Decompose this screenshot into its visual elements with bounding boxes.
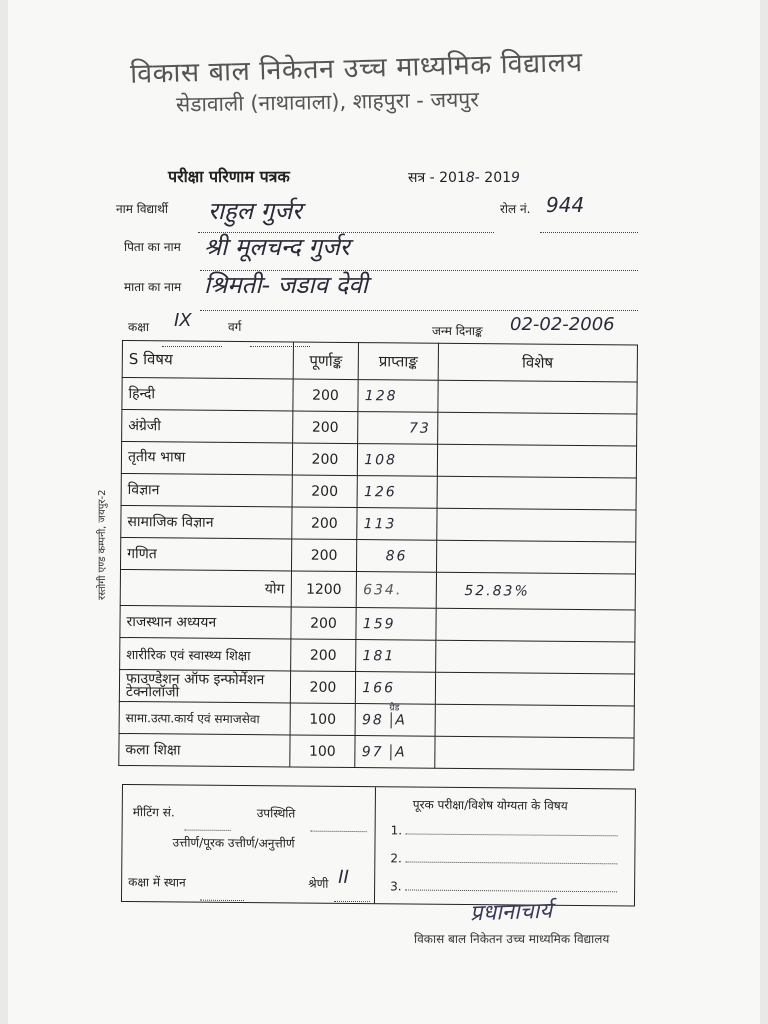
remark-cell bbox=[435, 640, 635, 674]
father-label: पिता का नाम bbox=[124, 240, 181, 254]
principal-signature: प्रधानाचार्य bbox=[469, 898, 553, 927]
supp-item-number: 2. bbox=[390, 851, 402, 866]
header-obtained: प्राप्ताङ्क bbox=[358, 343, 438, 381]
max-cell: 100 bbox=[289, 735, 355, 768]
table-row bbox=[122, 410, 637, 446]
remark-cell bbox=[437, 476, 637, 510]
class-label: कक्षा bbox=[128, 320, 149, 334]
remark-cell bbox=[435, 704, 635, 738]
table-row bbox=[121, 505, 636, 541]
obtained-cell: 181 bbox=[356, 640, 436, 673]
max-cell: 200 bbox=[292, 475, 358, 508]
mother-value: श्रिमती- जडाव देवी bbox=[204, 271, 368, 299]
subject-cell: अंग्रेजी bbox=[122, 410, 293, 443]
remark-cell bbox=[437, 412, 637, 446]
remark-cell bbox=[435, 608, 635, 642]
table-row bbox=[122, 378, 637, 414]
obtained-cell: 73 bbox=[358, 412, 438, 445]
attendance-label: उपस्थिति bbox=[256, 806, 296, 821]
school-address: सेडावाली (नाथावाला), शाहपुरा - जयपुर bbox=[175, 87, 480, 117]
obtained-value: 97 bbox=[361, 743, 384, 760]
max-cell: 200 bbox=[290, 639, 356, 672]
subject-cell: तृतीय भाषा bbox=[121, 442, 292, 475]
table-row bbox=[119, 701, 634, 737]
supp-title: पूरक परीक्षा/विशेष योग्यता के विषय bbox=[412, 797, 568, 813]
meeting-label: मीटिंग सं. bbox=[132, 805, 175, 820]
max-cell: 200 bbox=[291, 507, 357, 540]
supp-item-3 bbox=[390, 879, 617, 895]
total-obtained: 634. bbox=[356, 572, 436, 609]
total-max: 1200 bbox=[291, 571, 357, 608]
session bbox=[408, 168, 520, 187]
dob-label: जन्म दिनाङ्क bbox=[432, 324, 483, 338]
max-cell: 200 bbox=[290, 671, 356, 704]
roll-label: रोल नं. bbox=[500, 202, 531, 216]
header-remark: विशेष bbox=[438, 343, 638, 382]
supp-item-1 bbox=[391, 823, 618, 839]
table-row bbox=[119, 669, 634, 705]
max-cell: 200 bbox=[292, 411, 358, 444]
father-value: श्री मूलचन्द गुर्जर bbox=[204, 233, 350, 261]
remark-cell bbox=[436, 508, 636, 542]
division-label: श्रेणी bbox=[308, 876, 329, 891]
student-name-label: नाम विद्यार्थी bbox=[116, 202, 168, 216]
roll-value: 944 bbox=[546, 193, 585, 217]
session-start: 8 bbox=[465, 170, 475, 186]
supp-item-number: 3. bbox=[390, 879, 402, 894]
subject-cell: कला शिक्षा bbox=[119, 733, 290, 766]
obtained-cell: 166 bbox=[356, 672, 436, 705]
footer-box bbox=[121, 784, 636, 906]
footer-divider bbox=[374, 787, 376, 903]
obtained-cell bbox=[355, 704, 435, 737]
principal-school: विकास बाल निकेतन उच्च माध्यमिक विद्यालय bbox=[414, 932, 610, 946]
session-end: 9 bbox=[511, 170, 520, 186]
max-cell: 200 bbox=[291, 539, 357, 572]
table-header-row bbox=[122, 341, 637, 382]
max-cell: 200 bbox=[293, 379, 359, 412]
obtained-value: 98 bbox=[361, 711, 384, 728]
supp-item-2 bbox=[390, 851, 617, 867]
subject-cell: सामाजिक विज्ञान bbox=[121, 505, 292, 538]
obtained-cell: 113 bbox=[357, 508, 437, 541]
remark-cell bbox=[437, 380, 637, 414]
total-label: योग bbox=[120, 569, 291, 606]
max-cell: 100 bbox=[290, 703, 356, 736]
subject-cell: फाउण्डेशन ऑफ इन्फोर्मेशन टेक्नोलॉजी bbox=[119, 669, 290, 702]
table-row bbox=[119, 733, 634, 769]
rank-label: कक्षा में स्थान bbox=[128, 875, 186, 890]
subject-cell: हिन्दी bbox=[122, 378, 293, 411]
header-max: पूर्णाङ्क bbox=[293, 342, 359, 380]
division-value: II bbox=[338, 866, 349, 888]
table-row bbox=[120, 637, 635, 673]
supp-item-number: 1. bbox=[390, 823, 403, 838]
session-label: सत्र - 201 bbox=[408, 170, 466, 186]
subject-cell: सामा.उत्पा.कार्य एवं समाजसेवा bbox=[119, 701, 290, 734]
remark-cell bbox=[436, 540, 636, 574]
remark-cell bbox=[437, 444, 637, 478]
grade-label: ग्रेड bbox=[389, 702, 400, 713]
obtained-cell: 128 bbox=[358, 380, 438, 413]
result-text: उत्तीर्ण/पूरक उत्तीर्ण/अनुत्तीर्ण bbox=[172, 835, 295, 851]
obtained-cell: 86 bbox=[357, 540, 437, 573]
obtained-cell: 108 bbox=[358, 444, 438, 477]
student-name-value: राहुल गुर्जर bbox=[208, 197, 302, 225]
section-label: वर्ग bbox=[228, 320, 242, 334]
subject-cell: शारीरिक एवं स्वास्थ्य शिक्षा bbox=[120, 637, 291, 670]
obtained-cell: 159 bbox=[356, 608, 436, 641]
grade-value: A bbox=[395, 711, 407, 729]
table-row bbox=[121, 442, 636, 478]
result-sheet bbox=[8, 0, 760, 1024]
max-cell: 200 bbox=[291, 607, 357, 640]
printer-credit: रस्तोगी एण्ड कम्पनी, जयपुर-2 bbox=[97, 489, 108, 600]
sheet-title: परीक्षा परिणाम पत्रक bbox=[168, 167, 290, 186]
dob-value: 02-02-2006 bbox=[510, 314, 615, 335]
mother-label: माता का नाम bbox=[124, 280, 182, 294]
class-value: IX bbox=[174, 310, 192, 331]
total-percentage: 52.83% bbox=[436, 572, 636, 610]
obtained-cell bbox=[355, 736, 435, 769]
table-row bbox=[120, 605, 635, 641]
school-name: विकास बाल निकेतन उच्च माध्यमिक विद्यालय bbox=[129, 47, 584, 90]
subject-cell: गणित bbox=[120, 537, 291, 570]
remark-cell bbox=[435, 672, 635, 706]
remark-cell bbox=[434, 736, 634, 770]
table-row bbox=[121, 473, 636, 509]
obtained-cell: 126 bbox=[357, 476, 437, 509]
header-subject: S विषय bbox=[122, 341, 293, 379]
grade-value: A bbox=[390, 744, 407, 760]
grade-cell bbox=[389, 702, 407, 729]
max-cell: 200 bbox=[292, 443, 358, 476]
table-row bbox=[120, 537, 635, 573]
total-row bbox=[120, 569, 635, 609]
session-sep: - 201 bbox=[474, 170, 512, 186]
subject-cell: विज्ञान bbox=[121, 473, 292, 506]
marks-table bbox=[118, 340, 638, 770]
subject-cell: राजस्थान अध्ययन bbox=[120, 605, 291, 638]
